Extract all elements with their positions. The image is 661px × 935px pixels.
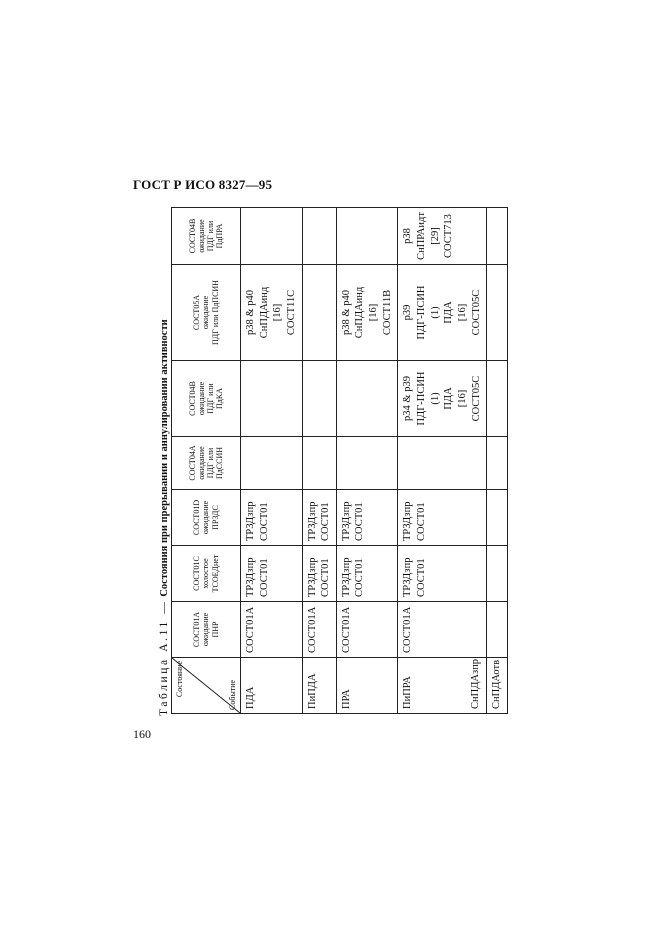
column-header-line: ожидание (196, 219, 206, 253)
table-cell (336, 602, 398, 658)
table-cell (241, 437, 303, 490)
cell-line: СОСТ01 (354, 502, 366, 541)
table-cell (302, 361, 336, 437)
cell-line: [29] (429, 227, 441, 245)
cell-line: СОСТ01А (340, 606, 352, 653)
column-header-line: СОСТ01А (192, 611, 202, 648)
table-cell (241, 265, 303, 361)
column-header-line: ожидание (201, 612, 211, 647)
cell-line: СОСТ01 (320, 558, 332, 597)
state-cell (487, 658, 508, 714)
table-row (302, 208, 336, 714)
cell-line: СнПДАинд (354, 286, 366, 339)
cell-line: р38 & р40 (340, 290, 352, 335)
column-header-line: ПНР (210, 621, 220, 638)
cell-line: [16] (456, 389, 468, 408)
cell-line: ПДА (443, 387, 455, 410)
table-cell (398, 361, 487, 437)
page-number: 160 (133, 727, 151, 741)
column-header-line: СОСТ01С (192, 556, 202, 591)
table-cell (398, 265, 487, 361)
cell-line: ПДГ-ПСИН (416, 285, 428, 340)
cell-line: ТРЗДзпр (245, 557, 256, 597)
cell-line: ПДГ-ПСИН (416, 371, 428, 426)
cell-line: (1) (429, 306, 441, 319)
cell-line: СОСТ01 (320, 502, 332, 541)
column-header (172, 490, 241, 546)
state-cell (241, 658, 303, 714)
cell-line: [16] (456, 303, 468, 322)
cell-line: ТРЗДзпр (402, 557, 414, 597)
cell-line: СОСТ05С (470, 289, 482, 336)
column-header-line: СОСТ01D (192, 499, 202, 536)
state-label: ПДА (245, 686, 256, 709)
cell-line: ТРЗДзпр (402, 501, 414, 541)
table-cell (302, 208, 336, 265)
table-cell (487, 490, 508, 546)
column-header (172, 361, 241, 437)
table-cell (336, 208, 398, 265)
table-row (241, 208, 303, 714)
column-header-line: СОСТ05А (192, 294, 202, 331)
table-cell (302, 546, 336, 602)
table-row (336, 208, 398, 714)
table-cell (241, 546, 303, 602)
cell-line: [16] (272, 303, 284, 322)
cell-line: р34 & р39 (402, 376, 414, 421)
table-cell (487, 602, 508, 658)
column-header-line: ожидание (196, 446, 206, 480)
column-header-line: ПДГ или ПдПРА (206, 220, 225, 252)
column-header-line: СОСТ04В (187, 218, 197, 254)
cell-line: СОСТ01 (354, 558, 366, 597)
state-label: СнПДАотв (491, 659, 503, 709)
state-cell (302, 658, 336, 714)
table-cell (336, 361, 398, 437)
cell-line: ТРЗДзпр (306, 501, 318, 541)
column-header-line: ПРЗДС (210, 505, 220, 530)
column-header-line: холостое (201, 558, 211, 589)
corner-header-cell (172, 658, 241, 714)
table-cell (241, 490, 303, 546)
cell-line: (1) (429, 392, 441, 405)
table-cell (241, 361, 303, 437)
state-extra-label: СнПДАзпр (469, 659, 481, 709)
table-cell (487, 208, 508, 265)
cell-line: ТРЗДзпр (306, 557, 318, 597)
cell-line: СОСТ05С (470, 375, 482, 422)
cell-line: СОСТ01 (258, 558, 270, 597)
cell-line: СОСТ01 (258, 502, 270, 541)
document-header: ГОСТ Р ИСО 8327—95 (133, 177, 273, 192)
table-cell (302, 602, 336, 658)
table-cell (487, 265, 508, 361)
table-cell (336, 265, 398, 361)
cell-line: СнПДАинд (258, 286, 270, 339)
table-cell (398, 437, 487, 490)
column-header-line: СОСТ04А (187, 445, 197, 481)
table-cell (302, 265, 336, 361)
column-header-line: СОСТ04В (187, 381, 197, 416)
column-header-line: ПдССИН (215, 446, 225, 480)
cell-line: р38 (402, 228, 414, 244)
table-cell (487, 437, 508, 490)
cell-line: р39 (402, 304, 414, 321)
cell-line: СОСТ01 (416, 502, 428, 541)
column-header-line: ПДГ или ПдПСИН (210, 280, 220, 345)
table-cell (487, 546, 508, 602)
cell-line: р38 & р40 (245, 290, 256, 335)
cell-line: ПДА (443, 301, 455, 324)
column-header (172, 208, 241, 265)
table-cell (487, 361, 508, 437)
caption-prefix: Таблица А.11 — (158, 599, 170, 716)
table-cell (336, 490, 398, 546)
column-header-line: ожидание (196, 381, 206, 416)
cell-line: СОСТ01 (416, 558, 428, 597)
caption-title: Состояния при прерывании и аннулировании активности (159, 319, 170, 597)
cell-line: СОСТ11С (285, 289, 297, 336)
column-header-line: ПДГ или (206, 383, 215, 414)
table-cell (336, 437, 398, 490)
column-header (172, 602, 241, 658)
cell-line: СОСТ713 (443, 214, 455, 258)
table-cell (336, 546, 398, 602)
state-cell (398, 658, 487, 714)
state-label: ПиПДА (306, 673, 318, 709)
cell-line: СОСТ01А (306, 606, 318, 653)
column-header-line: ПдКА (215, 388, 225, 409)
table-cell (241, 208, 303, 265)
cell-line: СОСТ01А (245, 606, 256, 653)
column-header-line: ожидание (201, 295, 211, 330)
state-cell (336, 658, 398, 714)
column-header-line: ожидание (201, 500, 211, 535)
state-label: ПиПРА (402, 676, 414, 709)
column-header (172, 265, 241, 361)
corner-event-label: Событие (227, 679, 237, 710)
table-cell (241, 602, 303, 658)
cell-line: СОСТ11В (381, 289, 393, 336)
state-label: ПРА (340, 689, 352, 709)
table-cell (302, 490, 336, 546)
cell-line: [16] (368, 303, 380, 322)
cell-line: ТРЗДзпр (340, 557, 352, 597)
column-header-line: ПДГ или (206, 447, 215, 479)
table-cell (398, 602, 487, 658)
table-cell (302, 437, 336, 490)
table-row (398, 208, 487, 714)
column-header (172, 546, 241, 602)
column-header-line: ТСОЕДнет (210, 554, 220, 593)
column-header (172, 437, 241, 490)
table-cell (398, 208, 487, 265)
cell-line: ТРЗДзпр (245, 501, 256, 541)
cell-line: ТРЗДзпр (340, 501, 352, 541)
cell-line: СОСТ01А (402, 606, 414, 653)
table-row (487, 208, 508, 714)
table-cell (398, 490, 487, 546)
corner-state-label: Состояние (175, 661, 184, 698)
cell-line: СнПРАидт (416, 212, 428, 260)
table-cell (398, 546, 487, 602)
state-table (171, 207, 508, 714)
